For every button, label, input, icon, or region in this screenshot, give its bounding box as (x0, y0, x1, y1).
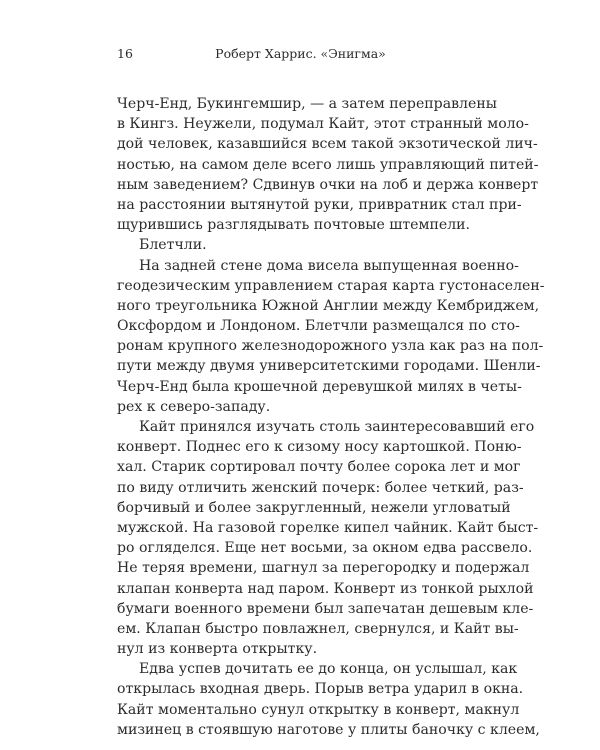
text-line: по виду отличить женский почерк: более четкий, раз- (117, 479, 524, 496)
text-line: Блетчли. (139, 237, 207, 254)
text-line: открылась входная дверь. Порыв ветра ударил в окна. (117, 681, 524, 698)
text-line: клапан конверта над паром. Конверт из тонкой рыхлой (117, 580, 534, 597)
paragraph (117, 94, 539, 235)
text-line: Кайт принялся изучать столь заинтересовавший его (139, 419, 535, 435)
text-line: Черч-Енд была крошечной деревушкой милях в четы- (117, 378, 522, 395)
text-line: Не теряя времени, шагнул за перегородку и подержал (117, 560, 530, 577)
text-line: ронам крупного железнодорожного узла как раз на пол- (117, 338, 544, 355)
text-line: ем. Клапан быстро повлажнел, свернулся, и Кайт вы- (117, 620, 519, 637)
text-line: мизинец в стоявшую наготове у плиты баночку с клеем, (117, 721, 540, 738)
text-line: пути между двумя университетскими городами. Шенли- (117, 358, 541, 375)
text-line: конверт. Поднес его к сизому носу картошкой. Поню- (117, 439, 522, 456)
text-line: Едва успев дочитать ее до конца, он услышал, как (139, 661, 518, 678)
text-line: ностью, на самом деле всего лишь управляющий питей- (117, 156, 539, 173)
running-head (117, 44, 484, 64)
paragraph (117, 235, 484, 255)
text-line: геодезическим управлением старая карта густонаселен- (117, 277, 545, 294)
text-line: ного треугольника Южной Англии между Кембриджем, (117, 297, 540, 314)
text-line: нул из конверта открытку. (117, 641, 318, 658)
text-line: мужской. На газовой горелке кипел чайник. Кайт быст- (117, 519, 539, 536)
paragraph (117, 417, 539, 659)
text-line: щурившись разглядывать почтовые штемпели. (117, 217, 471, 234)
paragraph (117, 659, 540, 740)
text-line: Черч-Енд, Букингемшир, — а затем переправлены (117, 96, 497, 112)
text-line: ным заведением? Сдвинув очки на лоб и держа конверт (117, 176, 539, 193)
text-line: бумаги военного времени был запечатан дешевым кле- (117, 600, 534, 617)
page-number: 16 (117, 46, 133, 61)
text-line: в Кингз. Неужели, подумал Кайт, этот странный моло- (117, 116, 529, 133)
text-line: На задней стене дома висела выпущенная военно- (139, 257, 519, 274)
text-line: хал. Старик сортировал почту более сорока лет и мог (117, 459, 521, 476)
paragraph (117, 256, 545, 418)
text-line: Оксфордом и Лондоном. Блетчли размещался по сто- (117, 318, 520, 335)
text-line: рех к северо-западу. (117, 398, 271, 415)
body-text (117, 94, 545, 740)
text-line: борчивый и более закругленный, нежели угловатый (117, 499, 511, 516)
text-line: Кайт моментально сунул открытку в конверт, макнул (117, 701, 520, 718)
text-line: дой человек, казавшийся всем такой экзотической лич- (117, 136, 538, 153)
running-head-title: Роберт Харрис. «Энигма» (215, 46, 386, 61)
text-line: ро огляделся. Еще нет восьми, за окном едва рассвело. (117, 540, 533, 557)
text-line: на расстоянии вытянутой руки, привратник стал при- (117, 196, 522, 213)
